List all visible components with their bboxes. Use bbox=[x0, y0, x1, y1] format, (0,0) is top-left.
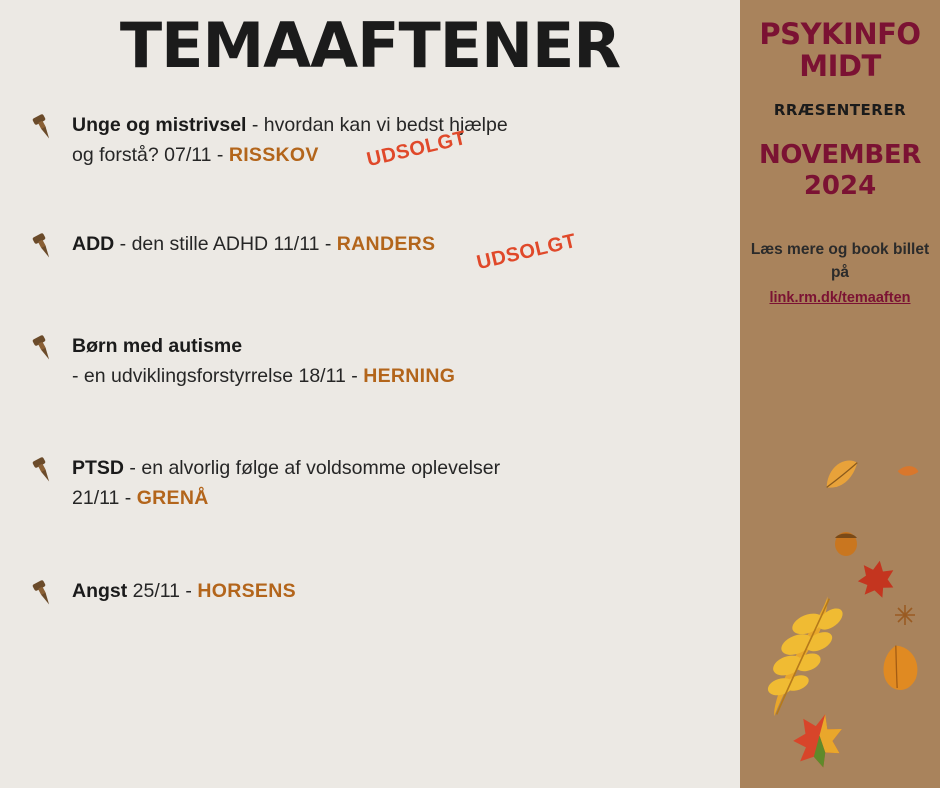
list-item bbox=[26, 229, 740, 274]
event-date: og forstå? 07/11 - bbox=[72, 144, 229, 167]
event-desc: - en udviklingsforstyrrelse 18/11 - bbox=[72, 364, 364, 387]
event-city: RISSKOV bbox=[228, 144, 319, 167]
month-label: NOVEMBER bbox=[758, 139, 922, 170]
event-desc: - en alvorlig følge af voldsomme oplevelser bbox=[124, 457, 501, 480]
event-date: 25/11 - bbox=[127, 579, 198, 602]
event-city: HERNING bbox=[363, 364, 456, 387]
leaf-icon bbox=[761, 590, 849, 725]
list-item-text bbox=[72, 453, 740, 513]
pin-icon bbox=[28, 455, 58, 485]
booking-link[interactable]: link.rm.dk/temaaften bbox=[769, 290, 911, 307]
list-item-text bbox=[72, 229, 740, 259]
event-title: Unge og mistrivsel bbox=[72, 114, 247, 137]
event-city: RANDERS bbox=[336, 232, 436, 255]
list-item bbox=[26, 110, 740, 170]
status-badge: UDSOLGT bbox=[474, 229, 579, 274]
pin-icon bbox=[28, 578, 58, 608]
leaf-icon bbox=[821, 458, 862, 489]
pin-icon bbox=[28, 231, 58, 261]
booking-info bbox=[740, 239, 940, 309]
list-item-text bbox=[72, 331, 740, 391]
pin-icon bbox=[28, 333, 58, 363]
event-city: HORSENS bbox=[197, 579, 296, 602]
list-item-text bbox=[72, 576, 740, 606]
leaf-icon bbox=[879, 643, 920, 693]
leaf-icon bbox=[789, 708, 849, 771]
year-label: 2024 bbox=[803, 171, 877, 202]
page-title: TEMAAFTENER bbox=[119, 9, 621, 82]
brand-line-2: MIDT bbox=[799, 49, 881, 84]
status-badge: UDSOLGT bbox=[364, 127, 469, 172]
event-city: GRENÅ bbox=[136, 487, 209, 510]
event-date: 21/11 - bbox=[72, 487, 137, 510]
booking-text: Læs mere og book billet på bbox=[750, 241, 930, 281]
event-desc: - den stille ADHD 11/11 - bbox=[114, 232, 337, 255]
presents-label: RRÆSENTERER bbox=[773, 100, 907, 119]
event-title: PTSD bbox=[72, 457, 125, 480]
event-list bbox=[0, 110, 740, 615]
brand-line-1: PSYKINFO bbox=[759, 17, 921, 51]
seed-icon bbox=[895, 605, 915, 625]
event-title: Børn med autisme bbox=[72, 334, 243, 357]
event-desc: - hvordan kan vi bedst hjælpe bbox=[246, 114, 508, 137]
event-title: Angst bbox=[72, 579, 128, 602]
pin-icon bbox=[28, 112, 58, 142]
list-item bbox=[26, 576, 740, 616]
leaf-icon bbox=[856, 558, 898, 600]
list-item bbox=[26, 453, 740, 513]
list-item bbox=[26, 331, 740, 391]
acorn-icon bbox=[835, 532, 857, 556]
poster-sidebar bbox=[740, 0, 940, 788]
leaf-icon bbox=[897, 462, 919, 481]
event-title: ADD bbox=[72, 232, 115, 255]
autumn-leaves-decoration bbox=[740, 440, 940, 788]
brand-name bbox=[740, 0, 940, 83]
